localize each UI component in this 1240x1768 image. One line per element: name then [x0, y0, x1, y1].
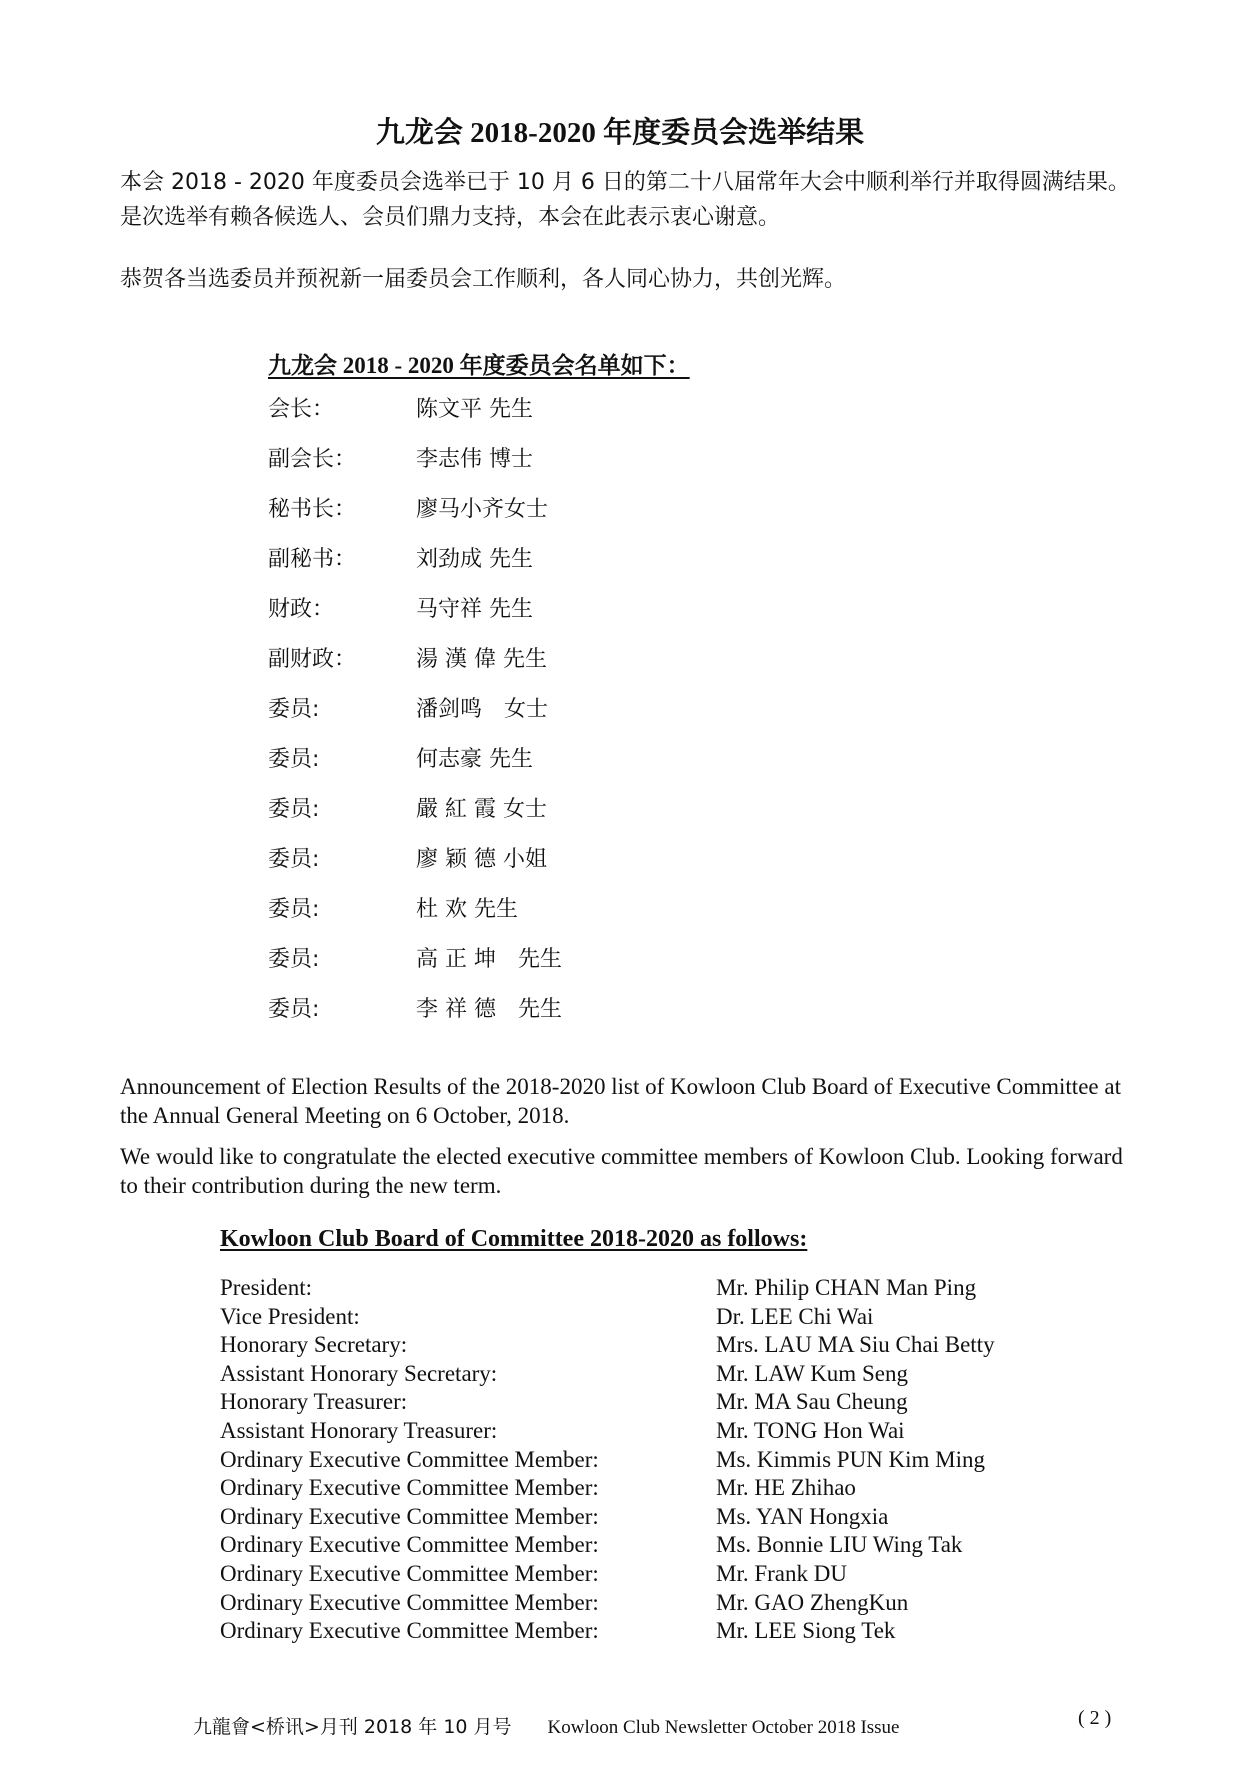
- cn-member-name: 廖马小齐女士: [416, 497, 549, 522]
- en-committee-row: [220, 1389, 1100, 1418]
- en-committee-row: [220, 1532, 1100, 1561]
- cn-committee-row: [268, 992, 868, 1042]
- cn-member-name: 陈文平 先生: [416, 397, 533, 422]
- en-member-name: Mr. MA Sau Cheung: [716, 1389, 908, 1415]
- en-committee-row: [220, 1475, 1100, 1504]
- en-role-label: Ordinary Executive Committee Member:: [220, 1532, 599, 1558]
- cn-role-label: 副秘书：: [268, 547, 357, 572]
- cn-committee-row: [268, 642, 868, 692]
- en-role-label: Ordinary Executive Committee Member:: [220, 1589, 599, 1615]
- en-role-label: Honorary Secretary:: [220, 1332, 408, 1358]
- en-committee-row: [220, 1361, 1100, 1390]
- page-footer: [193, 1712, 900, 1739]
- cn-member-name: 李 祥 德 先生: [416, 997, 562, 1022]
- en-member-name: Ms. YAN Hongxia: [716, 1503, 889, 1529]
- en-committee-row: [220, 1304, 1100, 1333]
- cn-role-label: 委员:: [268, 697, 320, 722]
- cn-committee-row: [268, 892, 868, 942]
- congratulations-paragraph-cn: 恭贺各当选委员并预祝新一届委员会工作顺利，各人同心协力，共创光辉。: [120, 267, 847, 292]
- page-title: 九龙会 2018-2020 年度委员会选举结果: [375, 117, 865, 149]
- en-role-label: Ordinary Executive Committee Member:: [220, 1618, 599, 1644]
- en-role-label: Ordinary Executive Committee Member:: [220, 1503, 599, 1529]
- en-committee-row: [220, 1332, 1100, 1361]
- en-role-label: Honorary Treasurer:: [220, 1389, 408, 1415]
- page-number: ( 2 ): [1078, 1707, 1112, 1729]
- en-role-label: Ordinary Executive Committee Member:: [220, 1560, 599, 1586]
- cn-member-name: 杜 欢 先生: [416, 897, 518, 922]
- cn-member-name: 潘剑鸣 女士: [416, 697, 549, 722]
- en-member-name: Mr. TONG Hon Wai: [716, 1417, 905, 1443]
- cn-committee-row: [268, 792, 868, 842]
- cn-member-name: 李志伟 博士: [416, 447, 533, 472]
- cn-committee-row: [268, 392, 868, 442]
- cn-committee-row: [268, 592, 868, 642]
- cn-role-label: 委员:: [268, 897, 320, 922]
- en-committee-list: [220, 1275, 1100, 1647]
- en-committee-row: [220, 1561, 1100, 1590]
- intro-paragraph-cn: 本会 2018 - 2020 年度委员会选举已于 10 月 6 日的第二十八届常年大会中顺利举行并取得圆满结果。是次选举有赖各候选人、会员们鼎力支持，本会在此表示衷心谢意。: [120, 170, 1130, 230]
- cn-committee-row: [268, 742, 868, 792]
- en-role-label: President:: [220, 1275, 312, 1300]
- cn-committee-row: [268, 442, 868, 492]
- en-member-name: Mr. HE Zhihao: [716, 1475, 856, 1501]
- en-role-label: Ordinary Executive Committee Member:: [220, 1475, 599, 1501]
- congratulations-paragraph-en: We would like to congratulate the elected executive committee members of Kowloon Club. Looking forward to their contribution during the new term.: [120, 1144, 1123, 1198]
- en-member-name: Dr. LEE Chi Wai: [716, 1303, 874, 1329]
- en-member-name: Ms. Kimmis PUN Kim Ming: [716, 1446, 986, 1472]
- en-role-label: Assistant Honorary Treasurer:: [220, 1417, 498, 1443]
- cn-committee-heading: 九龙会 2018 - 2020 年度委员会名单如下：: [268, 353, 690, 378]
- cn-member-name: 刘劲成 先生: [416, 547, 533, 572]
- en-role-label: Vice President:: [220, 1303, 360, 1329]
- cn-member-name: 何志豪 先生: [416, 747, 533, 772]
- en-member-name: Mrs. LAU MA Siu Chai Betty: [716, 1332, 995, 1358]
- en-role-label: Assistant Honorary Secretary:: [220, 1360, 498, 1386]
- cn-member-name: 马守祥 先生: [416, 597, 533, 622]
- footer-publication-cn: 九龍會<桥讯>月刊 2018 年 10 月号: [193, 1716, 512, 1738]
- en-member-name: Mr. LEE Siong Tek: [716, 1618, 896, 1644]
- cn-committee-row: [268, 542, 868, 592]
- en-member-name: Mr. Philip CHAN Man Ping: [716, 1275, 977, 1300]
- en-member-name: Ms. Bonnie LIU Wing Tak: [716, 1532, 963, 1558]
- cn-role-label: 秘书长：: [268, 497, 357, 522]
- cn-member-name: 高 正 坤 先生: [416, 947, 562, 972]
- en-committee-row: [220, 1418, 1100, 1447]
- cn-committee-row: [268, 492, 868, 542]
- cn-committee-row: [268, 842, 868, 892]
- en-committee-row: [220, 1590, 1100, 1619]
- cn-role-label: 副财政：: [268, 647, 357, 672]
- en-role-label: Ordinary Executive Committee Member:: [220, 1446, 599, 1472]
- cn-role-label: 委员:: [268, 947, 320, 972]
- cn-role-label: 委员:: [268, 747, 320, 772]
- cn-role-label: 副会长：: [268, 447, 357, 472]
- cn-committee-list: [268, 392, 868, 1042]
- cn-member-name: 嚴 紅 霞 女士: [416, 797, 547, 822]
- cn-committee-row: [268, 692, 868, 742]
- cn-role-label: 委员:: [268, 997, 320, 1022]
- en-committee-row: [220, 1504, 1100, 1533]
- cn-member-name: 廖 颖 德 小姐: [416, 847, 547, 872]
- en-member-name: Mr. LAW Kum Seng: [716, 1360, 908, 1386]
- cn-role-label: 委员:: [268, 797, 320, 822]
- en-committee-row: [220, 1275, 1100, 1304]
- en-member-name: Mr. Frank DU: [716, 1560, 847, 1586]
- announcement-paragraph-en: Announcement of Election Results of the 2018-2020 list of Kowloon Club Board of Executive Committee at the Annual General Meeting on 6 October, 2018.: [120, 1074, 1121, 1128]
- cn-committee-row: [268, 942, 868, 992]
- en-member-name: Mr. GAO ZhengKun: [716, 1589, 909, 1615]
- en-committee-heading: Kowloon Club Board of Committee 2018-2020 as follows:: [220, 1226, 808, 1252]
- cn-role-label: 会长：: [268, 397, 335, 422]
- footer-publication-en: Kowloon Club Newsletter October 2018 Issue: [547, 1717, 900, 1738]
- cn-role-label: 委员:: [268, 847, 320, 872]
- en-committee-row: [220, 1447, 1100, 1476]
- cn-role-label: 财政：: [268, 597, 335, 622]
- en-committee-row: [220, 1618, 1100, 1647]
- cn-member-name: 湯 漢 偉 先生: [416, 647, 547, 672]
